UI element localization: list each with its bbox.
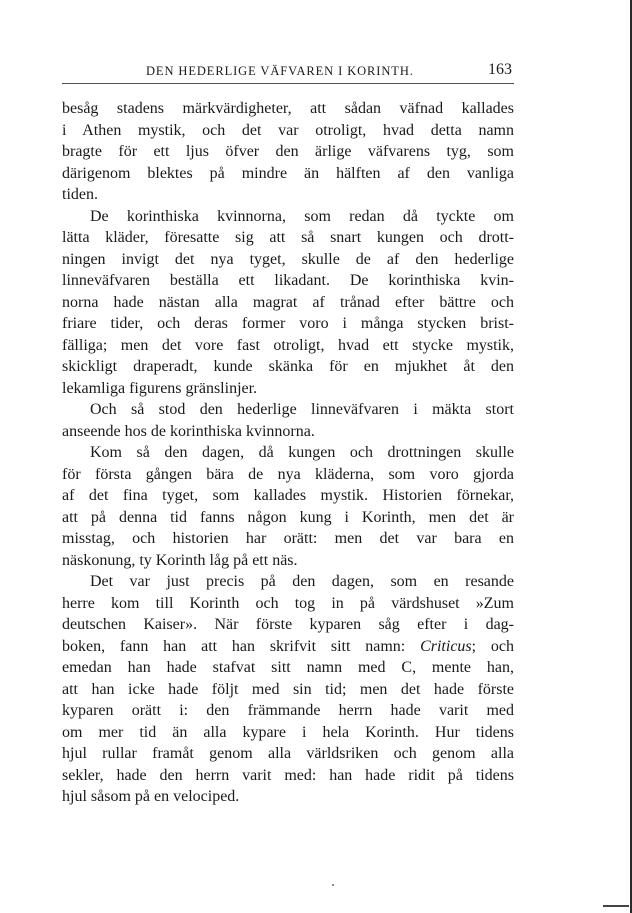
text-line: norna hade nästan alla magrat af trånad efter bättre och — [62, 293, 514, 311]
paragraph-start-line: Kom så den dagen, då kungen och drottningen skulle — [90, 444, 514, 461]
paragraph-end-line: hjul såsom på en velociped. — [62, 788, 240, 805]
paragraph-start-line: De korinthiska kvinnorna, som redan då tyckte om — [90, 207, 514, 225]
text-line: misstag, och historien har orätt: men det var bara en — [62, 530, 514, 547]
scan-speck — [332, 884, 334, 886]
paragraph-end-line: anseende hos de korinthiska kvinnorna. — [62, 422, 315, 440]
text-line: herre kom till Korinth och tog in på värdshuset »Zum — [62, 594, 514, 612]
header-rule — [62, 83, 514, 84]
text-line: kyparen orätt i: den främmande herrn hade varit med — [62, 702, 514, 719]
body-text — [62, 98, 514, 808]
paragraph-start-line: Det var just precis på den dagen, som en resande — [90, 573, 514, 590]
text-line: bragte för ett ljus öfver den ärlige väfvarens tyg, som — [62, 143, 514, 160]
text-line: att han icke hade följt med sin tid; men det hade förste — [62, 680, 514, 698]
text-line: boken, fann han att han skrifvit sitt namn: Criticus; och — [62, 637, 515, 655]
text-line: hjul rullar framåt genom alla världsriken och genom alla — [62, 745, 514, 762]
paragraph-start-line: Och så stod den hederlige linneväfvaren i mäkta stort — [90, 401, 514, 418]
text-line: friare tider, och deras former voro i många stycken brist- — [62, 315, 514, 332]
text-line: deutschen Kaiser». När förste kyparen såg efter i dag- — [62, 616, 514, 633]
text-line: fälliga; men det vore fast otroligt, hvad ett stycke mystik, — [62, 336, 514, 354]
paragraph-end-line: näskonung, ty Korinth låg på ett näs. — [62, 551, 298, 569]
text-line: i Athen mystik, och det var otroligt, hvad detta namn — [62, 121, 514, 139]
text-line: skickligt draperadt, kunde skänka för en mjukhet åt den — [62, 358, 514, 375]
running-title: DEN HEDERLIGE VÄFVAREN I KORINTH. — [146, 64, 414, 78]
scan-corner-mark — [603, 905, 629, 907]
paragraph-end-line: lekamliga figurens gränslinjer. — [62, 379, 258, 397]
page-number: 163 — [488, 61, 512, 78]
text-line: emedan han hade stafvat sitt namn med C, mente han, — [62, 659, 514, 676]
running-header — [62, 63, 514, 85]
text-line: af det fina tyget, som kallades mystik. Historien förnekar, — [62, 487, 514, 504]
text-line: ningen invigt det nya tyget, skulle de af den hederlige — [62, 250, 514, 268]
text-line: besåg stadens märkvärdigheter, att sådan väfnad kallades — [62, 100, 514, 117]
text-line: om mer tid än alla kypare i hela Korinth. Hur tidens — [62, 723, 514, 741]
text-line: därigenom blektes på mindre än hälften af den vanliga — [62, 164, 514, 182]
text-line: lätta kläder, föresatte sig att så snart kungen och drott- — [62, 229, 514, 246]
paragraph-end-line: tiden. — [62, 186, 98, 203]
text-line: sekler, hade den herrn varit med: han hade ridit på tidens — [62, 766, 514, 784]
text-line: linneväfvaren beställa ett likadant. De korinthiska kvin- — [62, 272, 514, 289]
text-line: för första gången bära de nya kläderna, som voro gjorda — [62, 465, 514, 483]
text-line: att på denna tid fanns någon kung i Korinth, men det är — [62, 508, 514, 526]
